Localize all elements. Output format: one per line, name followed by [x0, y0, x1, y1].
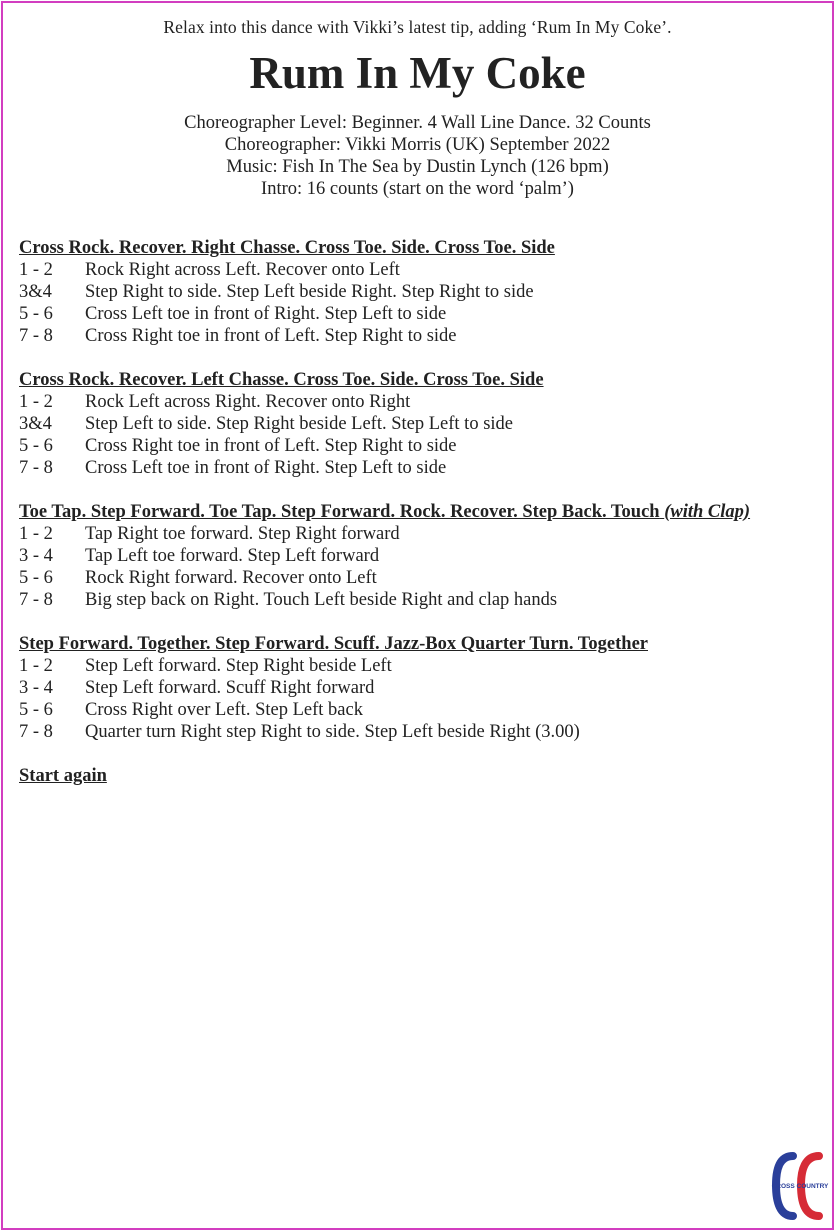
step-count: 1 - 2	[19, 392, 53, 412]
section-3	[19, 501, 819, 611]
step-row	[19, 325, 819, 347]
step-text: Big step back on Right. Touch Left beside Right and clap hands	[85, 590, 558, 610]
step-row	[19, 523, 819, 545]
step-count: 3 - 4	[19, 678, 53, 698]
intro-text: Relax into this dance with Vikki’s latest tip, adding ‘Rum In My Coke’.	[163, 17, 672, 37]
step-row	[19, 677, 819, 699]
step-count: 5 - 6	[19, 304, 53, 324]
step-count: 7 - 8	[19, 722, 53, 742]
step-row	[19, 545, 819, 567]
section-heading	[19, 633, 819, 655]
step-text: Step Left forward. Step Right beside Left	[85, 656, 392, 676]
step-text: Step Left to side. Step Right beside Left. Step Left to side	[85, 414, 513, 434]
step-sheet	[19, 237, 819, 787]
step-text: Rock Left across Right. Recover onto Right	[85, 392, 411, 412]
step-text: Step Right to side. Step Left beside Right. Step Right to side	[85, 282, 534, 302]
step-text: Cross Right over Left. Step Left back	[85, 700, 363, 720]
section-heading-text: Toe Tap. Step Forward. Toe Tap. Step Forward. Rock. Recover. Step Back. Touch	[19, 502, 660, 522]
step-count: 1 - 2	[19, 260, 53, 280]
step-text: Cross Left toe in front of Right. Step Left to side	[85, 458, 447, 478]
document-page	[1, 1, 834, 1230]
section-heading-text: Step Forward. Together. Step Forward. Scuff. Jazz-Box Quarter Turn. Together	[19, 634, 648, 654]
step-row	[19, 655, 819, 677]
section-heading-text: Cross Rock. Recover. Right Chasse. Cross Toe. Side. Cross Toe. Side	[19, 238, 555, 258]
step-row	[19, 567, 819, 589]
cross-country-logo-icon	[771, 1148, 829, 1222]
step-text: Rock Right across Left. Recover onto Left	[85, 260, 400, 280]
step-text: Cross Left toe in front of Right. Step Left to side	[85, 304, 447, 324]
step-row	[19, 457, 819, 479]
info-choreographer: Choreographer: Vikki Morris (UK) September 2022	[224, 134, 611, 155]
step-row	[19, 721, 819, 743]
step-count: 5 - 6	[19, 568, 53, 588]
step-text: Rock Right forward. Recover onto Left	[85, 568, 377, 588]
step-count: 3&4	[19, 282, 52, 302]
step-text: Quarter turn Right step Right to side. Step Left beside Right (3.00)	[85, 722, 580, 742]
section-heading	[19, 369, 819, 391]
step-count: 5 - 6	[19, 436, 53, 456]
step-text: Tap Left toe forward. Step Left forward	[85, 546, 380, 566]
step-text: Tap Right toe forward. Step Right forward	[85, 524, 400, 544]
step-text: Step Left forward. Scuff Right forward	[85, 678, 375, 698]
section-heading-note: (with Clap)	[664, 502, 751, 522]
page-title: Rum In My Coke	[249, 48, 586, 98]
logo-text: CROSS COUNTRY	[771, 1183, 829, 1190]
section-4	[19, 633, 819, 743]
start-again-text: Start again	[19, 766, 107, 786]
step-text: Cross Right toe in front of Left. Step Right to side	[85, 436, 457, 456]
step-row	[19, 391, 819, 413]
step-count: 5 - 6	[19, 700, 53, 720]
step-count: 1 - 2	[19, 524, 53, 544]
step-count: 3&4	[19, 414, 52, 434]
step-row	[19, 699, 819, 721]
info-intro: Intro: 16 counts (start on the word ‘palm’)	[261, 178, 574, 199]
step-text: Cross Right toe in front of Left. Step Right to side	[85, 326, 457, 346]
step-count: 7 - 8	[19, 590, 53, 610]
dance-info	[3, 112, 832, 200]
section-heading	[19, 237, 819, 259]
section-1	[19, 237, 819, 347]
section-heading-text: Cross Rock. Recover. Left Chasse. Cross Toe. Side. Cross Toe. Side	[19, 370, 544, 390]
info-level: Choreographer Level: Beginner. 4 Wall Line Dance. 32 Counts	[184, 112, 651, 133]
section-2	[19, 369, 819, 479]
step-count: 3 - 4	[19, 546, 53, 566]
step-row	[19, 435, 819, 457]
info-music: Music: Fish In The Sea by Dustin Lynch (126 bpm)	[226, 156, 609, 177]
step-row	[19, 303, 819, 325]
step-row	[19, 259, 819, 281]
step-row	[19, 413, 819, 435]
step-row	[19, 589, 819, 611]
step-count: 1 - 2	[19, 656, 53, 676]
section-heading	[19, 501, 819, 523]
step-count: 7 - 8	[19, 326, 53, 346]
step-row	[19, 281, 819, 303]
step-count: 7 - 8	[19, 458, 53, 478]
